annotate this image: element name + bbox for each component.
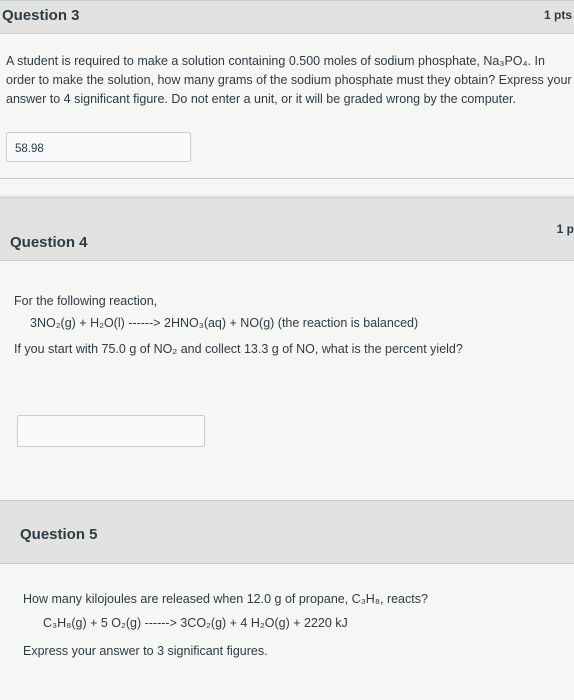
question-3-card — [0, 0, 574, 195]
question-4-answer-input[interactable] — [17, 415, 205, 447]
question-5-title: Question 5 — [20, 526, 98, 543]
divider — [0, 178, 574, 179]
question-4-question: If you start with 75.0 g of NO₂ and collect 13.3 g of NO, what is the percent yield? — [14, 342, 463, 356]
question-4-reaction: 3NO₂(g) + H₂O(l) ------> 2HNO₃(aq) + NO(g) (the reaction is balanced) — [30, 316, 419, 330]
question-4-points: 1 p — [556, 222, 574, 236]
question-5-card — [0, 500, 574, 700]
question-5-reaction: C₃H₈(g) + 5 O₂(g) ------> 3CO₂(g) + 4 H₂O(g) + 2220 kJ — [43, 616, 348, 630]
question-4-title: Question 4 — [10, 234, 88, 251]
question-3-points: 1 pts — [543, 8, 572, 22]
question-4-intro: For the following reaction, — [14, 294, 158, 308]
question-5-header — [0, 500, 574, 564]
question-3-header — [0, 0, 574, 34]
question-5-question: How many kilojoules are released when 12.0 g of propane, C₃H₈, reacts? — [23, 592, 428, 606]
question-4-header — [0, 197, 574, 261]
question-3-answer-input[interactable]: 58.98 — [6, 132, 191, 162]
question-3-body: A student is required to make a solution containing 0.500 moles of sodium phosphate, Na₃PO₄. In order to make the solution, how many grams of the sodium phosphate must they obtain? Express your answer to 4 significant figure. Do not enter a unit, or it will be graded wrong by the computer. — [6, 54, 572, 106]
question-5-instruction: Express your answer to 3 significant figures. — [23, 644, 268, 658]
question-4-card — [0, 197, 574, 500]
question-3-title: Question 3 — [2, 7, 80, 24]
